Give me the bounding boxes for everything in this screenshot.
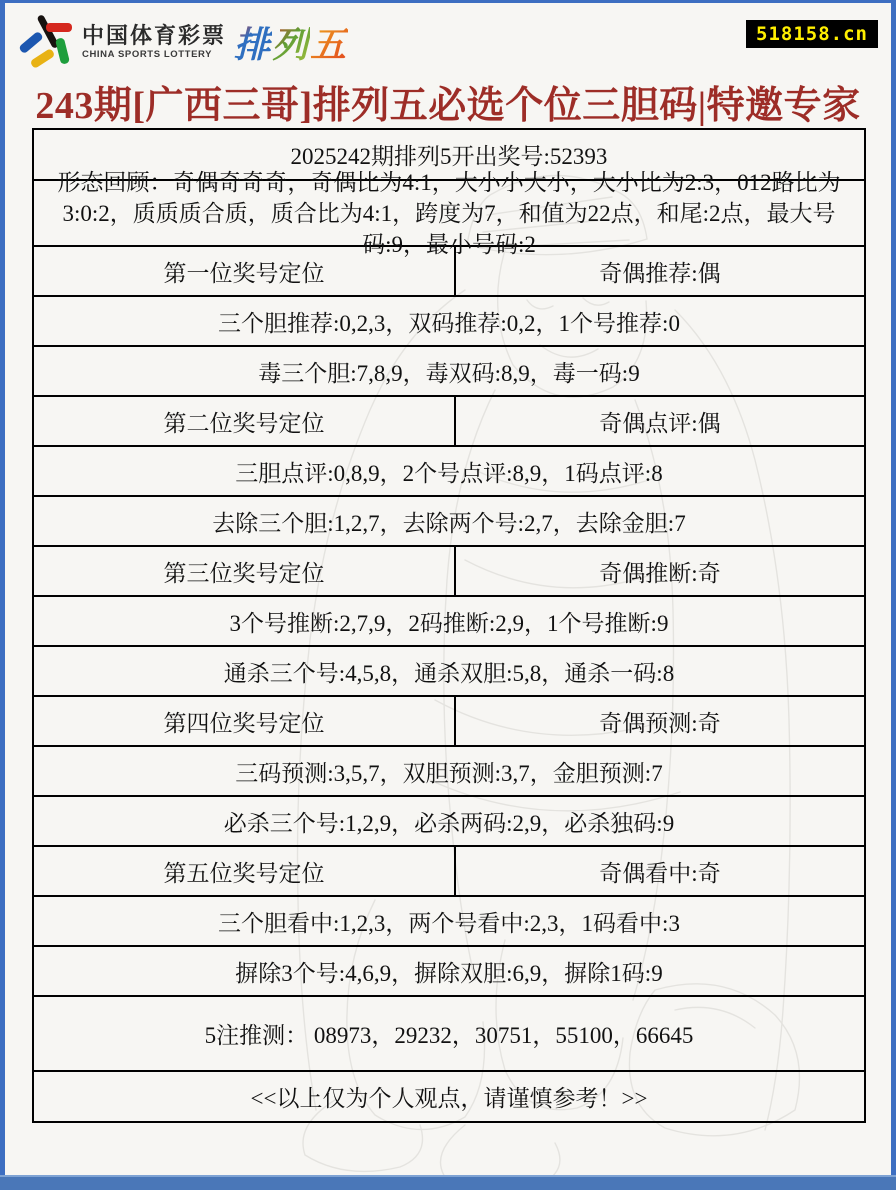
row-text: 三个胆看中:1,2,3，两个号看中:2,3，1码看中:3 [218,910,680,936]
position1-parity: 奇偶推荐:偶 [454,247,864,295]
table-row [34,347,864,397]
table-row-position1-header [34,247,864,297]
site-badge: 518158.cn [746,20,878,48]
sports-lottery-logo-icon [18,14,76,70]
row-text: 去除三个胆:1,2,7，去除两个号:2,7，去除金胆:7 [212,510,686,536]
row-text: 摒除3个号:4,6,9，摒除双胆:6,9，摒除1码:9 [235,960,663,986]
table-row-position3-header [34,547,864,597]
shape-review-text: 形态回顾：奇偶奇奇奇，奇偶比为4:1，大小小大小，大小比为2:3，012路比为3:0:2，质质质合质，质合比为4:1，跨度为7，和值为22点，和尾:2点，最大号码:9，最小号码:2 [57,169,841,257]
table-row [34,897,864,947]
table-row [34,797,864,847]
bottom-blue-bar [0,1175,896,1190]
row-text: 3个号推断:2,7,9，2码推断:2,9，1个号推断:9 [229,610,669,636]
table-row [34,947,864,997]
position4-label: 第四位奖号定位 [163,710,325,736]
table-row-shape-review [34,169,864,257]
logo-stroke-blue [18,31,44,55]
page-title: 243期[广西三哥]排列五必选个位三胆码|特邀专家 [35,85,861,127]
logo-text-cn: 中国体育彩票 [82,22,227,48]
header [18,12,878,72]
draw-result-text: 2025242期排列5开出奖号:52393 [290,144,608,169]
table-row [34,497,864,547]
table-row-five-bets [34,997,864,1072]
table-row [34,297,864,347]
brand-char: 排 [234,17,272,68]
position2-label: 第二位奖号定位 [163,410,325,436]
row-text: 必杀三个号:1,2,9，必杀两码:2,9，必杀独码:9 [223,810,675,836]
table-row [34,597,864,647]
sports-lottery-logo [18,14,348,70]
position4-parity: 奇偶预测:奇 [454,697,864,745]
table-row-position4-header [34,697,864,747]
position5-label: 第五位奖号定位 [163,860,325,886]
logo-stroke-red [46,23,72,32]
table-row-disclaimer [34,1072,864,1121]
position5-parity: 奇偶看中:奇 [454,847,864,895]
brand-wordmark-pailiewu [234,17,348,68]
prediction-table [32,128,866,1123]
logo-text-en: CHINA SPORTS LOTTERY [82,48,213,60]
table-row-position5-header [34,847,864,897]
brand-char: 列 [272,17,310,68]
row-text: 三个胆推荐:0,2,3，双码推荐:0,2，1个号推荐:0 [218,310,680,336]
table-row-position2-header [34,397,864,447]
table-row [34,447,864,497]
five-bets-text: 5注推测： 08973，29232，30751，55100，66645 [204,1023,694,1048]
position3-parity: 奇偶推断:奇 [454,547,864,595]
table-row [34,747,864,797]
position2-parity: 奇偶点评:偶 [454,397,864,445]
position3-label: 第三位奖号定位 [163,560,325,586]
brand-char: 五 [310,17,348,68]
disclaimer-text: <<以上仅为个人观点，请谨慎参考！>> [250,1086,648,1111]
logo-texts [82,22,227,60]
position1-label: 第一位奖号定位 [163,260,325,286]
table-row [34,647,864,697]
row-text: 毒三个胆:7,8,9，毒双码:8,9，毒一码:9 [258,360,640,386]
row-text: 通杀三个号:4,5,8，通杀双胆:5,8，通杀一码:8 [223,660,675,686]
row-text: 三胆点评:0,8,9，2个号点评:8,9，1码点评:8 [235,460,663,486]
row-text: 三码预测:3,5,7，双胆预测:3,7，金胆预测:7 [235,760,663,786]
logo-stroke-green [55,37,70,64]
logo-stroke-yellow [30,48,56,69]
